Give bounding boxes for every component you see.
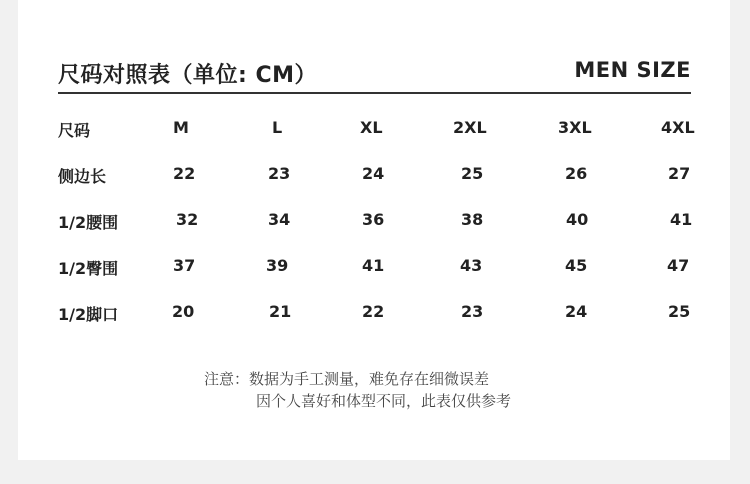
- table-cell: 25: [668, 302, 691, 321]
- header-size-4xl: 4XL: [661, 118, 695, 137]
- measurement-note-line-1: 注意：数据为手工测量，难免存在细微误差: [204, 370, 490, 388]
- table-cell: 23: [268, 164, 291, 183]
- table-cell: 38: [461, 210, 484, 229]
- measurement-note-line-2: 因个人喜好和体型不同，此表仅供参考: [256, 392, 512, 410]
- table-cell: 40: [566, 210, 589, 229]
- table-cell: 41: [670, 210, 693, 229]
- chart-header: [58, 54, 691, 94]
- table-cell: 20: [172, 302, 195, 321]
- header-size-m: M: [173, 118, 189, 137]
- table-cell: 37: [173, 256, 196, 275]
- table-cell: 32: [176, 210, 199, 229]
- header-label-size: 尺码: [58, 121, 91, 140]
- row-label: 1/2腰围: [58, 213, 119, 232]
- table-row: [58, 210, 708, 234]
- header-size-l: L: [272, 118, 283, 137]
- table-cell: 45: [565, 256, 588, 275]
- table-cell: 25: [461, 164, 484, 183]
- table-cell: 24: [565, 302, 588, 321]
- table-cell: 41: [362, 256, 385, 275]
- table-cell: 22: [362, 302, 385, 321]
- row-label: 侧边长: [58, 167, 107, 186]
- chart-title-en: MEN SIZE: [574, 58, 691, 82]
- table-cell: 34: [268, 210, 291, 229]
- header-size-3xl: 3XL: [558, 118, 592, 137]
- size-chart-card: [18, 0, 730, 460]
- table-row: [58, 302, 708, 326]
- table-cell: 27: [668, 164, 691, 183]
- table-cell: 36: [362, 210, 385, 229]
- table-cell: 22: [173, 164, 196, 183]
- table-cell: 47: [667, 256, 690, 275]
- table-row: [58, 256, 708, 280]
- row-label: 1/2臀围: [58, 259, 119, 278]
- row-label: 1/2脚口: [58, 305, 119, 324]
- table-cell: 39: [266, 256, 289, 275]
- table-cell: 23: [461, 302, 484, 321]
- table-cell: 43: [460, 256, 483, 275]
- chart-title: 尺码对照表（单位: CM）: [58, 63, 317, 88]
- table-cell: 26: [565, 164, 588, 183]
- header-size-xl: XL: [360, 118, 383, 137]
- table-row: [58, 164, 708, 188]
- table-cell: 21: [269, 302, 292, 321]
- header-size-2xl: 2XL: [453, 118, 487, 137]
- table-cell: 24: [362, 164, 385, 183]
- table-header-row: [58, 118, 708, 142]
